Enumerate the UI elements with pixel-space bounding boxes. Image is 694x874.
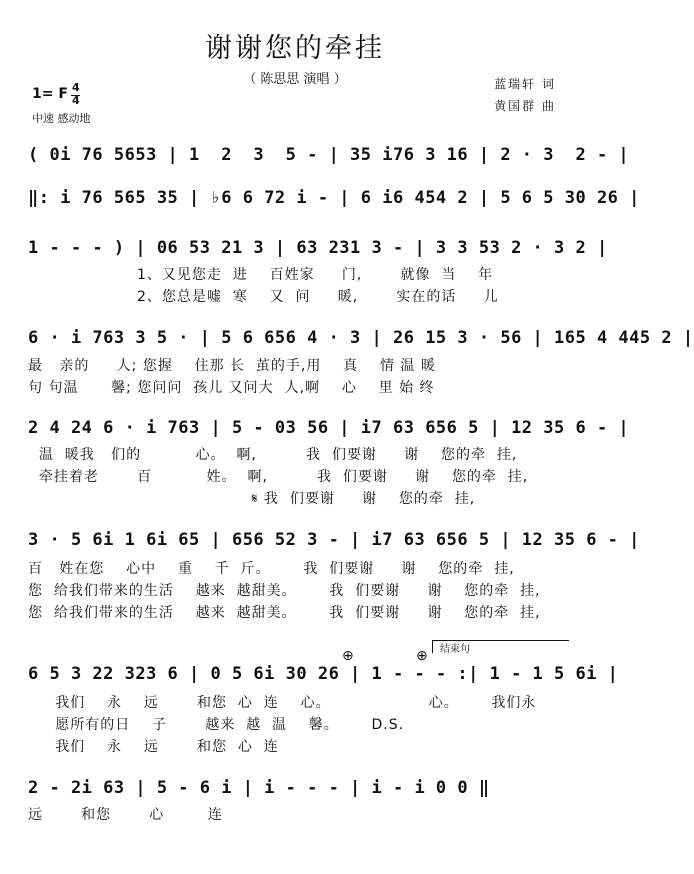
notation-row-8: 2 - 2i 63 | 5 - 6 i | i - - - | i - i 0 0 ‖ [28,778,490,798]
time-signature-bottom: 4 [72,94,80,107]
key-signature: 1= F [32,86,68,102]
lyric-line: 1、又见您走 进 百姓家 门, 就像 当 年 [28,267,494,283]
lyric-line: 牵挂着老 百 姓。 啊, 我 们要谢 谢 您的牵 挂, [28,469,529,485]
lyric-line: 𝄋 我 们要谢 谢 您的牵 挂, [28,491,476,507]
notation-row-2: ‖: i 76 565 35 | ♭6 6 72 i - | 6 i6 454 2 | 5 6 5 30 26 | [28,188,640,208]
song-title: 谢谢您的牵挂 [205,33,385,64]
lyric-line: 温 暖我 们的 心。 啊, 我 们要谢 谢 您的牵 挂, [28,447,518,463]
coda-mark: ⊕ [416,648,428,664]
notation-row-1: ( 0i 76 5653 | 1 2 3 5 - | 35 i76 3 16 | 2 · 3 2 - | [28,145,630,165]
lyric-line: 愿所有的日 子 越来 越 温 馨。 D.S. [28,717,405,733]
lyric-line: 最 亲的 人; 您握 住那 长 茧的手,用 真 情 温 暖 [28,358,436,374]
notation-row-7: 6 5 3 22 323 6 | 0 5 6i 30 26 | 1 - - - :| 1 - 1 5 6i | [28,664,619,684]
composer-credit: 黄国群 曲 [494,99,556,113]
notation-row-5: 2 4 24 6 · i 763 | 5 - 03 56 | i7 63 656 5 | 12 35 6 - | [28,418,630,438]
lyric-line: 百 姓在您 心中 重 千 斤。 我 们要谢 谢 您的牵 挂, [28,561,515,577]
lyric-line: 我们 永 远 和您 心 连 心。 心。 我们永 [28,695,537,711]
performer-credit: （ 陈思思 演唱 ） [243,72,347,87]
tempo-marking: 中速 感动地 [32,112,91,125]
lyric-line: 远 和您 心 连 [28,807,223,823]
lyric-line: 句 句温 馨; 您问问 孩儿 又问大 人,啊 心 里 始 终 [28,380,435,396]
coda-mark: ⊕ [342,648,354,664]
time-signature-top: 4 [72,81,80,94]
lyric-line: 您 给我们带来的生活 越来 越甜美。 我 们要谢 谢 您的牵 挂, [28,605,541,621]
notation-row-6: 3 · 5 6i 1 6i 65 | 656 52 3 - | i7 63 656 5 | 12 35 6 - | [28,530,640,550]
ending-label: 结束句 [440,644,470,655]
lyricist-credit: 蓝瑞轩 词 [494,77,556,91]
lyric-line: 您 给我们带来的生活 越来 越甜美。 我 们要谢 谢 您的牵 挂, [28,583,541,599]
lyric-line: 我们 永 远 和您 心 连 [28,739,279,755]
notation-row-4: 6 · i 763 3 5 · | 5 6 656 4 · 3 | 26 15 3 · 56 | 165 4 445 2 | [28,328,694,348]
lyric-line: 2、您总是嘘 寒 又 问 暖, 实在的话 儿 [28,289,499,305]
notation-row-3: 1 - - - ) | 06 53 21 3 | 63 231 3 - | 3 3 53 2 · 3 2 | [28,238,608,258]
